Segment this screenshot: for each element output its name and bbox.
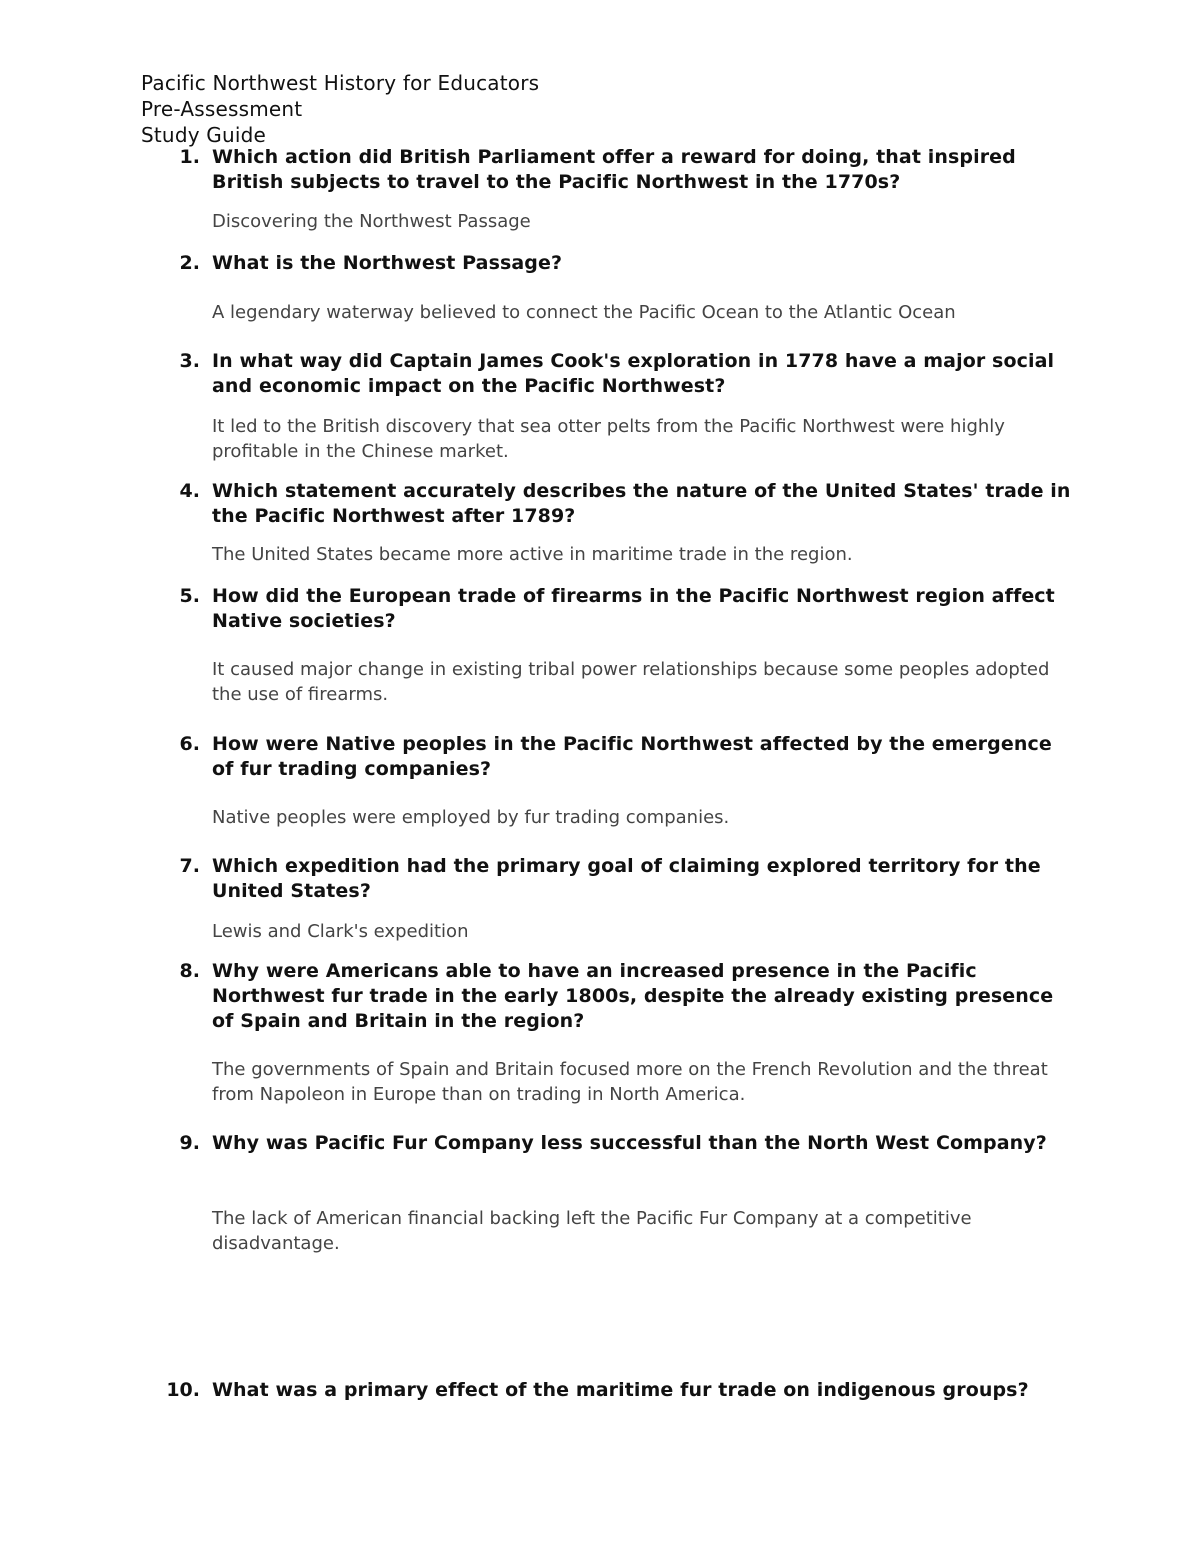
question-text: How did the European trade of firearms in the Pacific Northwest region affect Native societies? (212, 585, 1055, 632)
document-type: Study Guide (141, 123, 267, 147)
question-text: What was a primary effect of the maritime fur trade on indigenous groups? (212, 1379, 1029, 1401)
answer-text: The lack of American financial backing left the Pacific Fur Company at a competitive disadvantage. (212, 1208, 972, 1254)
question-number: 8. (179, 960, 200, 982)
question-number: 3. (179, 350, 200, 372)
answer-text: The governments of Spain and Britain focused more on the French Revolution and the threat from Napoleon in Europe than on trading in North America. (212, 1059, 1048, 1105)
answer-text: Discovering the Northwest Passage (212, 211, 531, 232)
assessment-type: Pre-Assessment (141, 97, 303, 121)
question-text: Which action did British Parliament offer a reward for doing, that inspired British subjects to travel to the Pacific Northwest in the 1770s? (212, 146, 1016, 193)
question-number: 1. (179, 146, 200, 168)
answer-text: The United States became more active in maritime trade in the region. (212, 544, 853, 565)
question-number: 9. (179, 1132, 200, 1154)
answer-text: Native peoples were employed by fur trading companies. (212, 807, 730, 828)
question-number: 7. (179, 855, 200, 877)
answer-text: It led to the British discovery that sea otter pelts from the Pacific Northwest were highly profitable in the Chinese market. (212, 416, 1005, 462)
question-text: What is the Northwest Passage? (212, 252, 563, 274)
question-text: Why were Americans able to have an increased presence in the Pacific Northwest fur trade in the early 1800s, despite the already existing presence of Spain and Britain in the region? (212, 960, 1054, 1032)
question-text: In what way did Captain James Cook's exploration in 1778 have a major social and economic impact on the Pacific Northwest? (212, 350, 1055, 397)
answer-text: A legendary waterway believed to connect the Pacific Ocean to the Atlantic Ocean (212, 302, 956, 323)
answer-text: Lewis and Clark's expedition (212, 921, 469, 942)
question-number: 6. (179, 733, 200, 755)
question-number: 4. (179, 480, 200, 502)
question-text: Why was Pacific Fur Company less successful than the North West Company? (212, 1132, 1047, 1154)
question-number: 2. (179, 252, 200, 274)
question-number: 10. (166, 1379, 200, 1401)
question-text: How were Native peoples in the Pacific Northwest affected by the emergence of fur trading companies? (212, 733, 1052, 780)
question-number: 5. (179, 585, 200, 607)
question-text: Which statement accurately describes the nature of the United States' trade in the Pacific Northwest after 1789? (212, 480, 1071, 527)
course-title: Pacific Northwest History for Educators (141, 71, 540, 95)
answer-text: It caused major change in existing tribal power relationships because some peoples adopted the use of firearms. (212, 659, 1050, 705)
question-text: Which expedition had the primary goal of claiming explored territory for the United States? (212, 855, 1041, 902)
